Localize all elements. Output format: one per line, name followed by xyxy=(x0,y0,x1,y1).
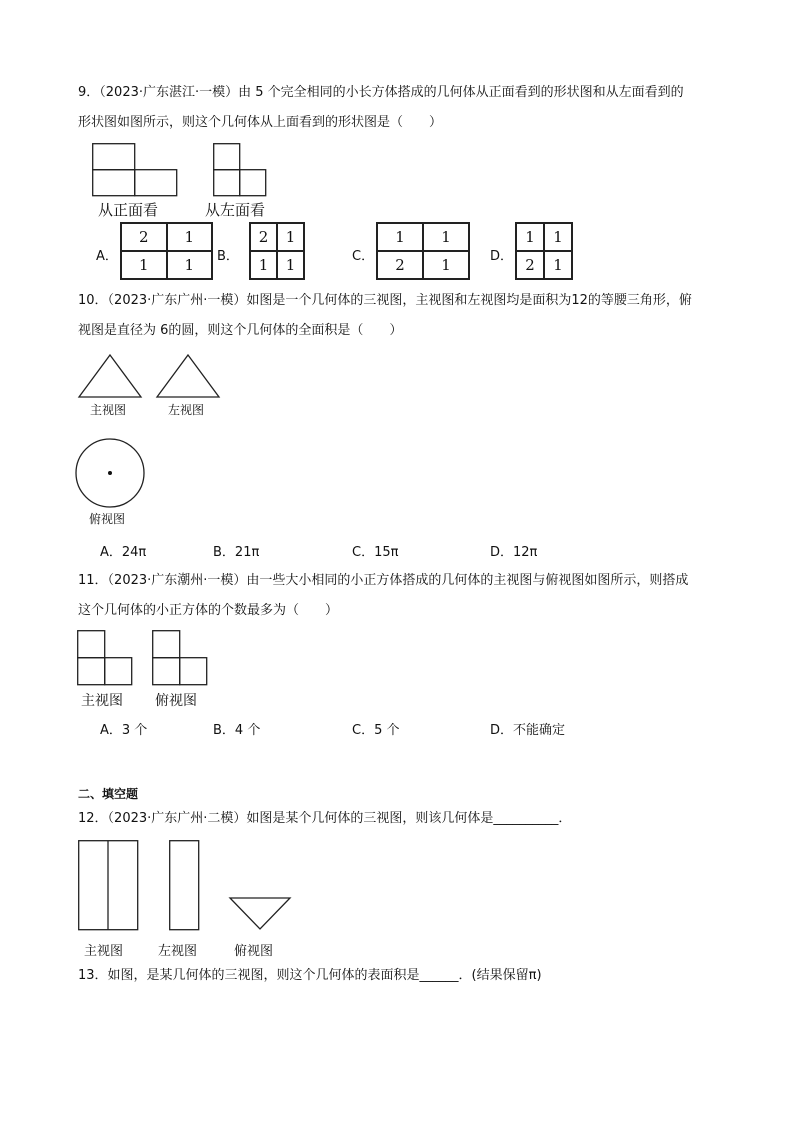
q10-option-b[interactable]: B．21π xyxy=(213,545,260,560)
grid-cell: 1 xyxy=(516,223,544,251)
q11-top-label: 俯视图 xyxy=(155,693,197,709)
section-heading: 二、填空题 xyxy=(78,787,139,801)
q9-front-label: 从正面看 xyxy=(98,201,159,219)
grid-cell: 1 xyxy=(121,251,167,279)
q10-option-d[interactable]: D．12π xyxy=(490,545,538,560)
grid-cell: 1 xyxy=(423,251,469,279)
q11-line2: 这个几何体的小正方体的个数最多为（ ） xyxy=(78,603,339,618)
q10-top-label: 俯视图 xyxy=(89,512,126,526)
q12-front-view xyxy=(78,840,140,932)
q10-option-a[interactable]: A．24π xyxy=(100,545,147,560)
q11-front-view xyxy=(77,630,134,686)
q10-top-view-circle xyxy=(75,438,145,508)
q9-front-view xyxy=(92,143,178,197)
grid-cell: 1 xyxy=(250,251,277,279)
q11-option-d[interactable]: D．不能确定 xyxy=(490,723,566,738)
q10-left-label: 左视图 xyxy=(168,403,205,417)
q10-front-label: 主视图 xyxy=(90,403,127,417)
grid-cell: 2 xyxy=(516,251,544,279)
grid-cell: 1 xyxy=(277,223,304,251)
q9-option-a-grid[interactable] xyxy=(120,222,213,280)
grid-cell: 1 xyxy=(544,251,572,279)
q11-option-a[interactable]: A．3 个 xyxy=(100,723,148,738)
q9-option-c-grid[interactable] xyxy=(376,222,470,280)
q9-option-d-letter[interactable]: D． xyxy=(490,249,514,264)
q10-line2: 视图是直径为 6的圆，则这个几何体的全面积是（ ） xyxy=(78,323,403,338)
grid-cell: 2 xyxy=(250,223,277,251)
q10-left-view-triangle xyxy=(156,354,220,398)
q12-top-label: 俯视图 xyxy=(234,944,274,959)
q12-left-view xyxy=(169,840,200,932)
grid-cell: 2 xyxy=(377,251,423,279)
q9-option-b-grid[interactable] xyxy=(249,222,305,280)
q10-line1: 10．（2023·广东广州·一模）如图是一个几何体的三视图，主视图和左视图均是面积为12的等腰三角形，俯 xyxy=(78,293,692,308)
q10-option-c[interactable]: C．15π xyxy=(352,545,399,560)
q9-left-view xyxy=(213,143,268,197)
q10-front-view-triangle xyxy=(78,354,142,398)
q9-line2: 形状图如图所示，则这个几何体从上面看到的形状图是（ ） xyxy=(78,115,443,130)
q9-left-label: 从左面看 xyxy=(205,201,266,219)
q11-line1: 11．（2023·广东潮州·一模）由一些大小相同的小正方体搭成的几何体的主视图与俯视图如图所示，则搭成 xyxy=(78,573,689,588)
q11-front-label: 主视图 xyxy=(81,693,123,709)
q11-option-b[interactable]: B．4 个 xyxy=(213,723,261,738)
grid-cell: 1 xyxy=(544,223,572,251)
grid-cell: 1 xyxy=(277,251,304,279)
grid-cell: 1 xyxy=(423,223,469,251)
grid-cell: 1 xyxy=(167,223,213,251)
q9-option-c-letter[interactable]: C． xyxy=(352,249,375,264)
grid-cell: 2 xyxy=(121,223,167,251)
q13-line1: 13．如图，是某几何体的三视图，则这个几何体的表面积是______．(结果保留π) xyxy=(78,968,542,983)
q12-left-label: 左视图 xyxy=(158,944,198,959)
grid-cell: 1 xyxy=(377,223,423,251)
q9-option-d-grid[interactable] xyxy=(515,222,573,280)
q9-option-b-letter[interactable]: B． xyxy=(217,249,239,264)
grid-cell: 1 xyxy=(167,251,213,279)
q11-top-view xyxy=(152,630,209,686)
q9-option-a-letter[interactable]: A． xyxy=(96,249,118,264)
q12-top-view-triangle xyxy=(229,897,291,931)
q12-front-label: 主视图 xyxy=(84,944,124,959)
q9-line1: 9．（2023·广东湛江·一模）由 5 个完全相同的小长方体搭成的几何体从正面看到的形状图和从左面看到的 xyxy=(78,85,684,100)
q12-line1: 12．（2023·广东广州·二模）如图是某个几何体的三视图，则该几何体是__________． xyxy=(78,811,572,826)
q11-option-c[interactable]: C．5 个 xyxy=(352,723,400,738)
